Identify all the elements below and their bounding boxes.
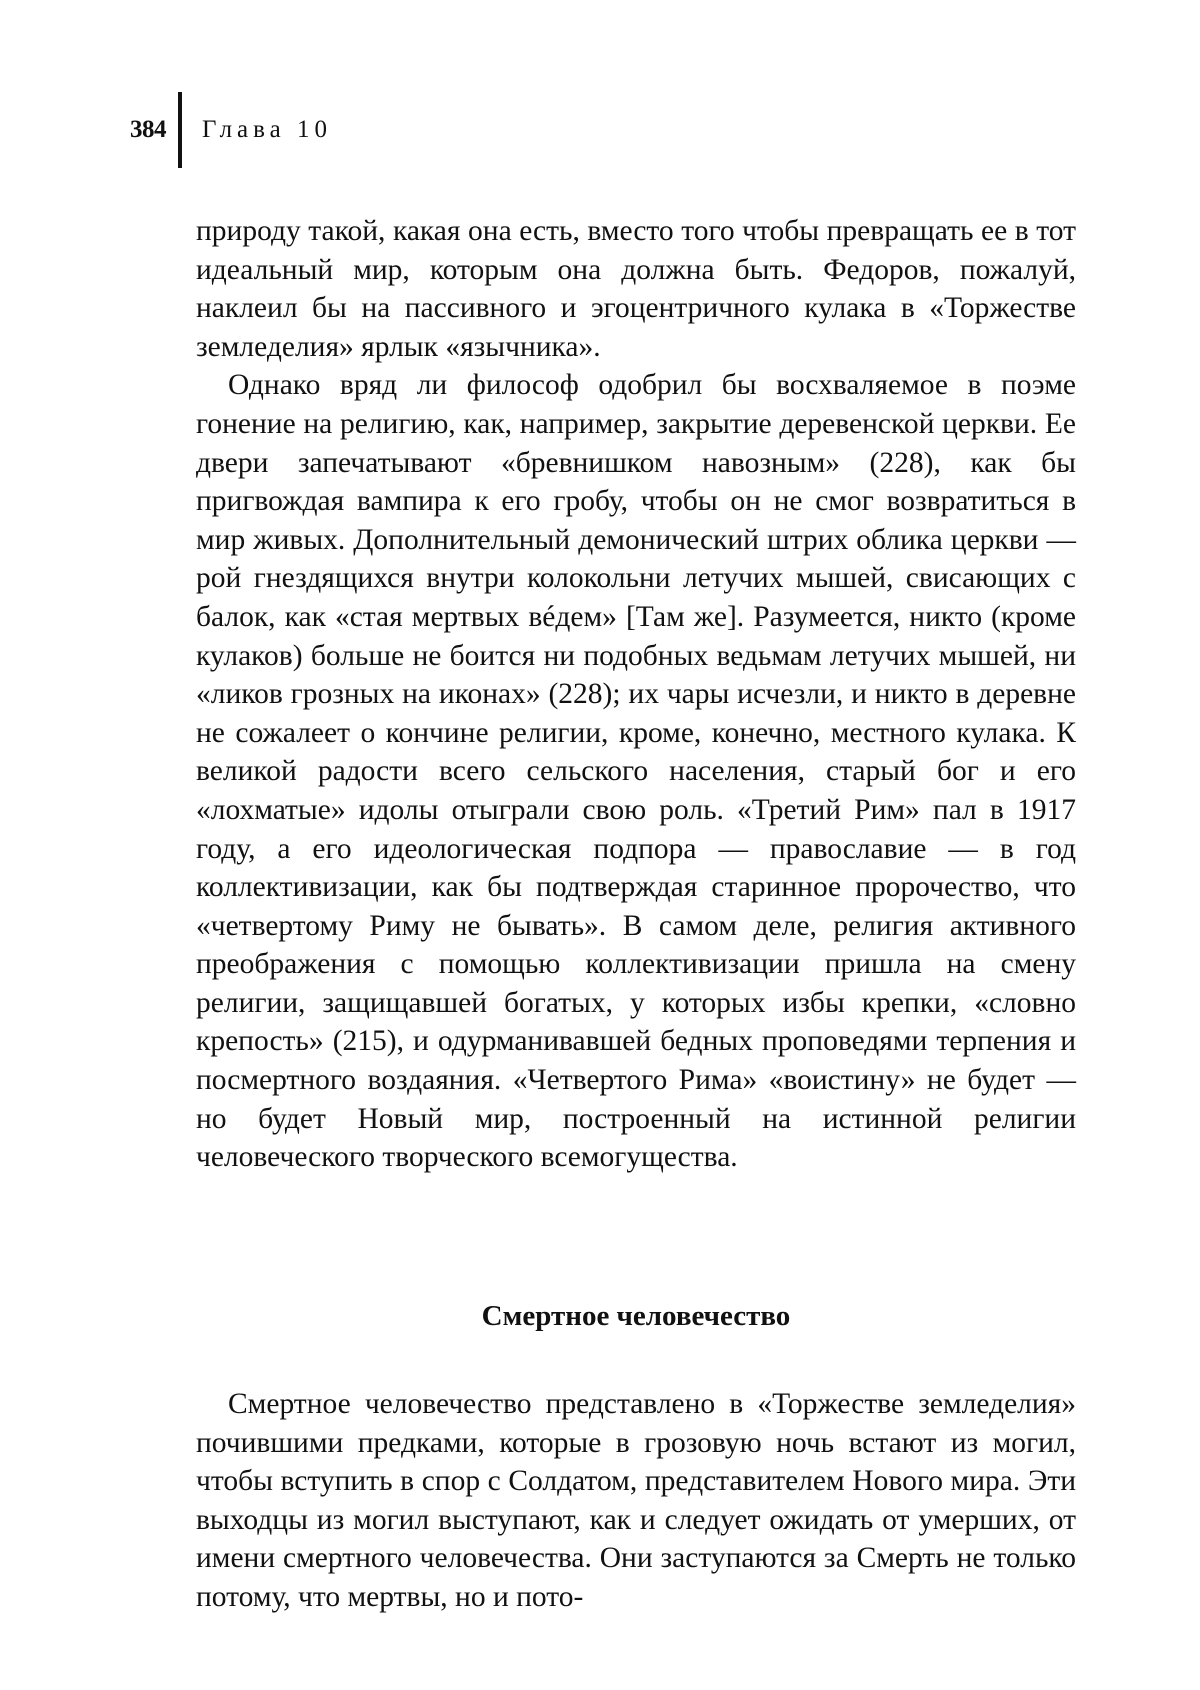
section-heading: Смертное человечество: [481, 1300, 791, 1332]
body-text: [196, 212, 1076, 1177]
running-head: [130, 92, 332, 168]
page-number: 384: [130, 116, 166, 143]
paragraph: Однако вряд ли философ одобрил бы восхваляемое в поэме гонение на религию, как, например, закрытие деревенской церкви. Ее двери запечатывают «бревнишком навозным» (228), как бы пригвождая вампира к его гробу, чтобы он не смог возвратиться в мир живых. Дополнительный демонический штрих облика церкви — рой гнездящихся внутри колокольни летучих мышей, свисающих с балок, как «стая мертвых вéдем» [Там же]. Разумеется, никто (кроме кулаков) больше не боится ни подобных ведьмам летучих мышей, ни «ликов грозных на иконах» (228); их чары исчезли, и никто в деревне не сожалеет о кончине религии, кроме, конечно, местного кулака. К великой радости всего сельского населения, старый бог и его «лохматые» идолы отыграли свою роль. «Третий Рим» пал в 1917 году, а его идеологическая подпора — православие — в год коллективизации, как бы подтверждая старинное пророчество, что «четвертому Риму не бывать». В самом деле, религия активного преображения с помощью коллективизации пришла на смену религии, защищавшей богатых, у которых избы крепки, «словно крепость» (215), и одурманивавшей бедных проповедями терпения и посмертного воздаяния. «Четвертого Рима» «воистину» не будет — но будет Новый мир, построенный на истинной религии человеческого творческого всемогущества.: [196, 369, 1076, 1174]
header-divider: [178, 92, 182, 168]
paragraph-continued: природу такой, какая она есть, вместо того чтобы превращать ее в тот идеальный мир, которым она должна быть. Федоров, пожалуй, наклеил бы на пассивного и эгоцентричного кулака в «Торжестве земледелия» ярлык «язычника».: [196, 215, 1076, 363]
section-body-text: [196, 1385, 1076, 1617]
paragraph: Смертное человечество представлено в «Торжестве земледелия» почившими предками, которые в грозовую ночь встают из могил, чтобы вступить в спор с Солдатом, представителем Нового мира. Эти выходцы из могил выступают, как и следует ожидать от умерших, от имени смертного человечества. Они заступаются за Смерть не только потому, что мертвы, но и пото-: [196, 1388, 1076, 1613]
chapter-label: Глава 10: [202, 116, 332, 143]
